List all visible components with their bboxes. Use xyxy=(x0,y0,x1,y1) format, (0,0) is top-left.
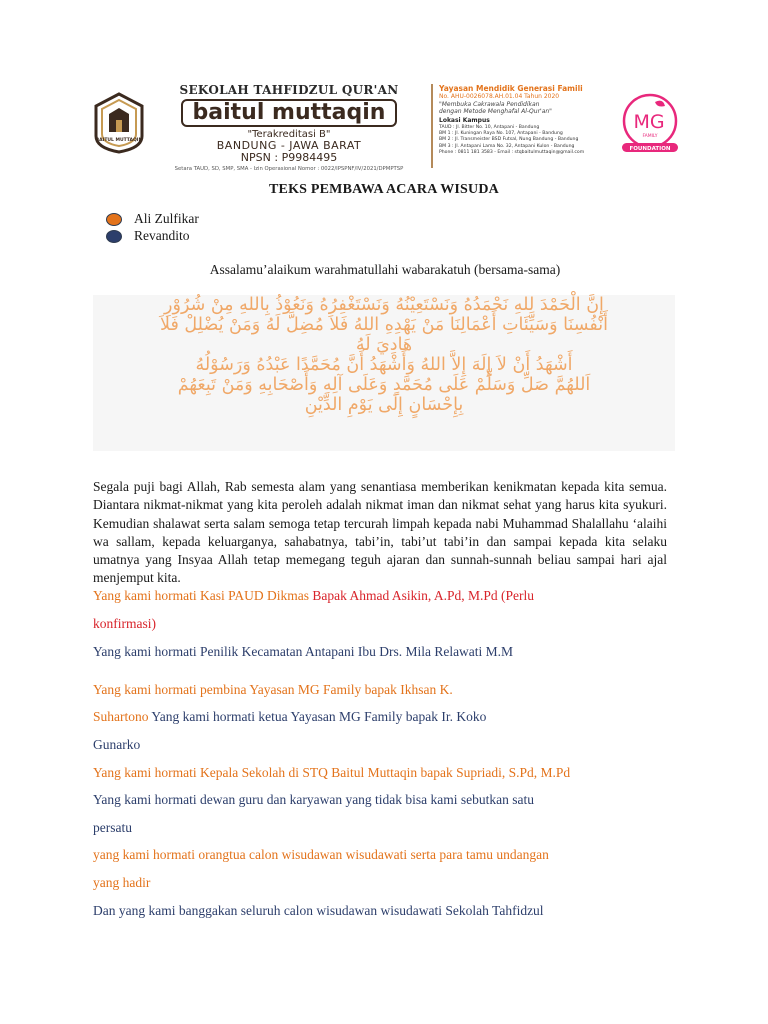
location-line: BM 2 : Jl. Transmeister BSD Futsal, Nung Bandung - Bandung xyxy=(439,137,579,143)
arabic-opening-prayer xyxy=(93,295,675,451)
arabic-line: بِإِحْسَانٍ إِلَى يَوْمِ الدِّيْنِ xyxy=(304,395,464,415)
salutation-line: persatu xyxy=(93,820,132,835)
contact-line: Phone : 0811 181 3583 - Email : stqbaitulmuttaqin@gmail.com xyxy=(439,149,585,155)
mg-family-text: FAMILY xyxy=(642,134,658,139)
foundation-motto-2: dengan Metode Menghafal Al-Qur'an" xyxy=(439,108,552,115)
arabic-line: اَللهُمَّ صَلِّ وَسَلِّمْ عَلَى مُحَمَّدٍ وَعَلَى آلِهِ وَأَصْحَابِهِ وَمَنْ تَبِعَهُمْ xyxy=(177,375,591,395)
salutation-line xyxy=(93,587,534,604)
arabic-line: إِنَّ الْحَمْدَ لِلهِ نَحْمَدُهُ وَنَسْتَعِيْنُهُ وَنَسْتَغْفِرُهُ وَنَعُوْذُ بِاللهِ مِنْ شُرُوْرِ xyxy=(164,295,604,315)
presenter-name: Revandito xyxy=(134,228,190,243)
salutation-line: Yang kami hormati dewan guru dan karyawan yang tidak bisa kami sebutkan satu xyxy=(93,792,535,807)
salutation-line: yang kami hormati orangtua calon wisudawan wisudawati serta para tamu undangan xyxy=(93,847,549,862)
school-registration: Setara TAUD, SD, SMP, SMA - Izin Operasional Nomor : 0022/IPSPNF/IV/2021/DPMPTSP xyxy=(174,166,404,172)
location-heading: Lokasi Kampus xyxy=(439,117,490,124)
school-logo-text: BAITUL MUTTAQIN xyxy=(95,138,143,143)
presenter-color-dot xyxy=(106,230,122,243)
presenter-item xyxy=(106,228,190,244)
presenter-item xyxy=(106,211,199,227)
salutation-text: Yang kami hormati Kasi PAUD Dikmas xyxy=(93,588,313,603)
foundation-info xyxy=(439,84,617,170)
presenter-color-dot xyxy=(106,213,122,226)
arabic-line: هَادِيَ لَهُ xyxy=(355,335,413,355)
school-npsn: NPSN : P9984495 xyxy=(240,151,338,164)
opening-paragraph: Segala puji bagi Allah, Rab semesta alam yang senantiasa memberikan kenikmatan kepada kita semua. Diantara nikmat-nikmat yang kita peroleh adalah nikmat iman dan nikmat sehat yang harus kita syukuri. Kemudian shalawat serta salam semoga tetap tercurah limpah kepada nabi Muhammad Shalallahu ‘alaihi wa sallam, kepada keluarganya, sahabatnya, tabi’in, tabi’ut tabi’in dan sampai kepada kita selaku umatnya yang Insyaa Allah tetap memegang teguh ajaran dan sunnah-sunnah beliau sampai hari ajal menjemput kita. xyxy=(93,479,667,586)
salutation-line xyxy=(93,708,486,725)
mg-foundation-text: FOUNDATION xyxy=(629,146,671,152)
school-accreditation: "Terakreditasi B" xyxy=(247,129,331,140)
salutation-line: Yang kami hormati Kepala Sekolah di STQ Baitul Muttaqin bapak Supriadi, S.Pd, M.Pd xyxy=(93,765,571,780)
foundation-title: Yayasan Mendidik Generasi Famili xyxy=(439,84,583,93)
school-identity xyxy=(150,80,428,172)
salutation-note: konfirmasi) xyxy=(93,616,156,631)
salutation-name: Bapak Ahmad Asikin, A.Pd, M.Pd (Perlu xyxy=(312,588,535,603)
salutation-line: yang hadir xyxy=(93,875,151,890)
location-line: BM 1 : Jl. Kuningan Raya No. 107, Antapani - Bandung xyxy=(439,131,563,137)
arabic-line: أَشْهَدُ أَنْ لاَ إِلَهَ إِلاَّ اللهُ وَأَشْهَدُ أَنَّ مُحَمَّدًا عَبْدُهُ وَرَسُوْلُهُ xyxy=(195,355,573,375)
salutation-text: Yang kami hormati ketua Yayasan MG Family bapak Ir. Koko xyxy=(148,709,487,724)
school-brand: baitul muttaqin xyxy=(181,99,398,127)
presenter-name: Ali Zulfikar xyxy=(134,211,199,226)
mg-family-logo xyxy=(619,92,681,154)
salutation-line: Dan yang kami banggakan seluruh calon wisudawan wisudawati Sekolah Tahfidzul xyxy=(93,903,544,918)
greeting: Assalamu’alaikum warahmatullahi wabarakatuh (bersama-sama) xyxy=(209,262,561,277)
foundation-number: No. AHU-0026078.AH.01.04 Tahun 2020 xyxy=(439,93,560,100)
letterhead-divider xyxy=(431,84,433,168)
document-title: TEKS PEMBAWA ACARA WISUDA xyxy=(269,182,499,197)
arabic-line: أَنْفُسِنَا وَسَيِّئَاتِ أَعْمَالِنَا مَنْ يَهْدِهِ اللهُ فَلاَ مُضِلَّ لَهُ وَمَنْ يُضْلِلْ فَلاَ xyxy=(160,315,608,335)
salutation-line: Gunarko xyxy=(93,737,141,752)
location-line: TAUD : Jl. Bitter No. 10, Antapani - Bandung xyxy=(439,125,540,130)
foundation-motto-1: "Membuka Cakrawala Pendidikan xyxy=(439,101,540,108)
salutation-line: Yang kami hormati pembina Yayasan MG Family bapak Ikhsan K. xyxy=(93,682,453,697)
mg-logo-text: MG xyxy=(633,111,665,133)
school-name: SEKOLAH TAHFIDZUL QUR'AN xyxy=(179,83,399,97)
letterhead xyxy=(88,80,688,172)
school-logo xyxy=(92,92,146,154)
location-line: BM 3 : Jl. Antapani Lama No. 32, Antapani Kulon - Bandung xyxy=(439,143,575,149)
school-city: BANDUNG - JAWA BARAT xyxy=(216,139,362,152)
salutation-line: Yang kami hormati Penilik Kecamatan Antapani Ibu Drs. Mila Relawati M.M xyxy=(93,644,514,659)
salutation-text: Suhartono xyxy=(93,709,149,724)
